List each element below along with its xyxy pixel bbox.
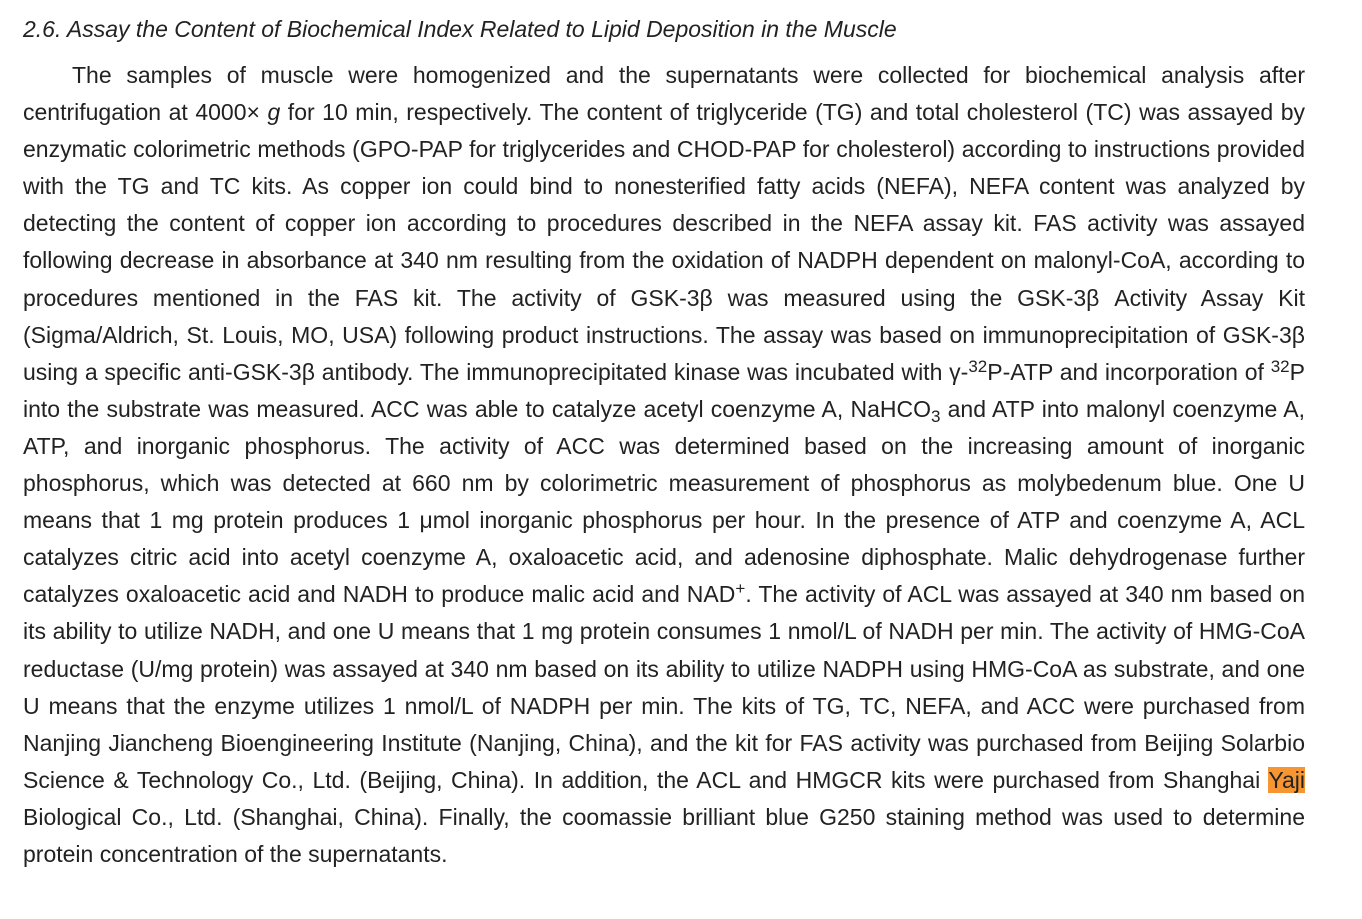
paragraph-text: Biological Co., Ltd. (Shanghai, China). Finally, the coomassie brilliant blue G250 staining method was used to determine protein concentration of the supernatants. — [23, 803, 1305, 867]
search-highlight: Yaji — [1268, 766, 1305, 793]
article — [23, 13, 1305, 873]
paragraph-text: . The activity of ACL was assayed at 340 nm based on its ability to utilize NADH, and one U means that 1 mg protein consumes 1 nmol/L of NADH per min. The activity of HMG-CoA reductase (U/mg protein) was assayed at 340 nm based on its ability to utilize NADPH using HMG-CoA as substrate, and one U means that the enzyme utilizes 1 nmol/L of NADPH per min. The kits of TG, TC, NEFA, and ACC were purchased from Nanjing Jiancheng Bioengineering Institute (Nanjing, China), and the kit for FAS activity was purchased from Beijing Solarbio Science & Technology Co., Ltd. (Beijing, China). In addition, the ACL and HMGCR kits were purchased from Shanghai — [23, 581, 1305, 793]
isotope-superscript: 32 — [968, 356, 988, 376]
gravity-unit: g — [267, 99, 281, 126]
formula-subscript: 3 — [930, 406, 941, 426]
charge-superscript: + — [735, 579, 746, 599]
paragraph-text: for 10 min, respectively. The content of triglyceride (TG) and total cholesterol (TC) was assayed by enzymatic colorimetric methods (GPO-PAP for triglycerides and CHOD-PAP for cholesterol) according to instructions provided with the TG and TC kits. As copper ion could bind to nonesterified fatty acids (NEFA), NEFA content was analyzed by detecting the content of copper ion according to procedures described in the NEFA assay kit. FAS activity was assayed following decrease in absorbance at 340 nm resulting from the oxidation of NADPH dependent on malonyl-CoA, according to procedures mentioned in the FAS kit. The activity of GSK-3β was measured using the GSK-3β Activity Assay Kit (Sigma/Aldrich, St. Louis, MO, USA) following product instructions. The assay was based on immunoprecipitation of GSK-3β using a specific anti-GSK-3β antibody. The immunoprecipitated kinase was incubated with γ- — [23, 99, 1305, 385]
section-heading: 2.6. Assay the Content of Biochemical Index Related to Lipid Deposition in the Muscle — [23, 16, 897, 42]
section-paragraph — [23, 57, 1305, 873]
isotope-superscript: 32 — [1270, 356, 1290, 376]
paragraph-text: P-ATP and incorporation of — [987, 358, 1271, 385]
paragraph-text: and ATP into malonyl coenzyme A, ATP, and inorganic phosphorus. The activity of ACC was determined based on the increasing amount of inorganic phosphorus, which was detected at 660 nm by colorimetric measurement of phosphorus as molybedenum blue. One U means that 1 mg protein produces 1 μmol inorganic phosphorus per hour. In the presence of ATP and coenzyme A, ACL catalyzes citric acid into acetyl coenzyme A, oxaloacetic acid, and adenosine diphosphate. Malic dehydrogenase further catalyzes oxaloacetic acid and NADH to produce malic acid and NAD — [23, 395, 1305, 608]
paragraph-text: The samples of muscle were homogenized and the supernatants were collected for biochemical analysis after centrifugation at 4000× — [23, 62, 1305, 126]
paragraph-text: P into the substrate was measured. ACC was able to catalyze acetyl coenzyme A, NaHCO — [23, 358, 1305, 422]
